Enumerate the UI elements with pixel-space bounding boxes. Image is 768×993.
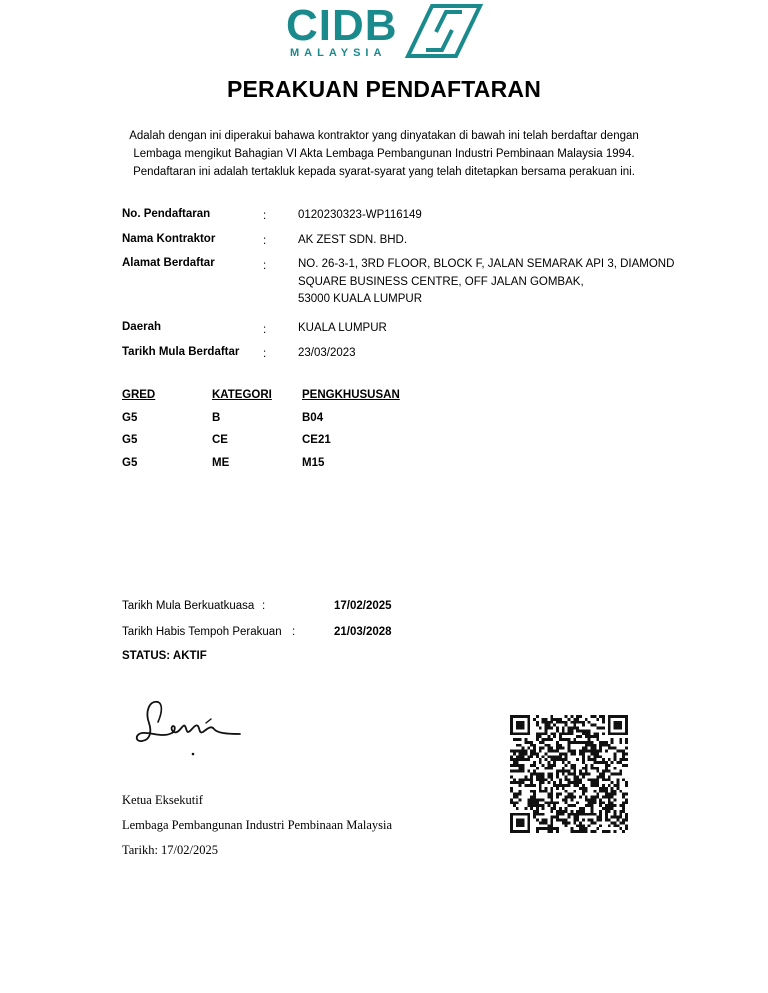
address-line: NO. 26-3-1, 3RD FLOOR, BLOCK F, JALAN SEMARAK API 3, DIAMOND xyxy=(298,258,675,270)
field-label-contractor-name: Nama Kontraktor xyxy=(122,233,216,245)
validity-end-value: 21/03/2028 xyxy=(334,626,392,638)
field-value-registration-start-date: 23/03/2023 xyxy=(298,347,356,359)
field-label-registered-address: Alamat Berdaftar xyxy=(122,257,215,269)
signature-date: Tarikh: 17/02/2025 xyxy=(122,843,218,857)
grades-cell: M15 xyxy=(302,457,325,469)
field-value-registration-no: 0120230323-WP116149 xyxy=(298,209,422,221)
grades-header-gred: GRED xyxy=(122,389,156,401)
field-value-district: KUALA LUMPUR xyxy=(298,322,387,334)
intro-line: Adalah dengan ini diperakui bahawa kontraktor yang dinyatakan di bawah ini telah berdaftar dengan xyxy=(129,130,639,142)
grades-cell: CE21 xyxy=(302,434,331,446)
qr-finder-pattern xyxy=(510,715,530,735)
signatory-organization: Lembaga Pembangunan Industri Pembinaan Malaysia xyxy=(122,818,393,832)
qr-finder-pattern xyxy=(510,813,530,833)
grades-cell: G5 xyxy=(122,434,138,446)
address-line: 53000 KUALA LUMPUR xyxy=(298,293,423,305)
cidb-logo xyxy=(286,2,486,60)
field-value-contractor-name: AK ZEST SDN. BHD. xyxy=(298,234,408,246)
grades-cell: CE xyxy=(212,434,228,446)
field-colon: : xyxy=(263,260,267,272)
grades-header-pengkhususan: PENGKHUSUSAN xyxy=(302,389,400,401)
field-label-registration-no: No. Pendaftaran xyxy=(122,208,211,220)
field-label-registration-start-date: Tarikh Mula Berdaftar xyxy=(122,346,240,358)
grades-cell: G5 xyxy=(122,457,138,469)
grades-cell: ME xyxy=(212,457,230,469)
validity-end-label: Tarikh Habis Tempoh Perakuan xyxy=(122,626,282,638)
field-value-registered-address xyxy=(298,256,698,309)
address-line: SQUARE BUSINESS CENTRE, OFF JALAN GOMBAK, xyxy=(298,275,584,288)
intro-paragraph xyxy=(100,127,668,181)
grades-cell: B xyxy=(212,412,221,424)
intro-line: Pendaftaran ini adalah tertakluk kepada syarat-syarat yang telah ditetapkan bersama perakuan ini. xyxy=(133,166,635,178)
grades-cell: G5 xyxy=(122,412,138,424)
field-colon: : xyxy=(263,210,267,222)
document-title: PERAKUAN PENDAFTARAN xyxy=(226,76,542,102)
signature-image xyxy=(132,696,247,760)
qr-finder-pattern xyxy=(608,715,628,735)
qr-code xyxy=(510,715,628,833)
status-label: STATUS: AKTIF xyxy=(122,650,207,662)
signatory-title: Ketua Eksekutif xyxy=(122,793,203,807)
logo-emblem-icon xyxy=(408,6,480,56)
validity-start-value: 17/02/2025 xyxy=(334,600,392,612)
field-label-district: Daerah xyxy=(122,321,161,333)
validity-start-label: Tarikh Mula Berkuatkuasa xyxy=(122,600,255,612)
validity-colon: : xyxy=(262,600,266,612)
grades-cell: B04 xyxy=(302,412,324,424)
field-colon: : xyxy=(263,235,267,247)
intro-line: Lembaga mengikut Bahagian VI Akta Lembaga Pembangunan Industri Pembinaan Malaysia 1994. xyxy=(133,148,635,160)
field-colon: : xyxy=(263,324,267,336)
field-colon: : xyxy=(263,348,267,360)
grades-header-kategori: KATEGORI xyxy=(212,389,272,401)
validity-colon: : xyxy=(292,626,296,638)
logo-subtext: MALAYSIA xyxy=(290,47,387,59)
logo-text: CIDB xyxy=(286,2,398,50)
